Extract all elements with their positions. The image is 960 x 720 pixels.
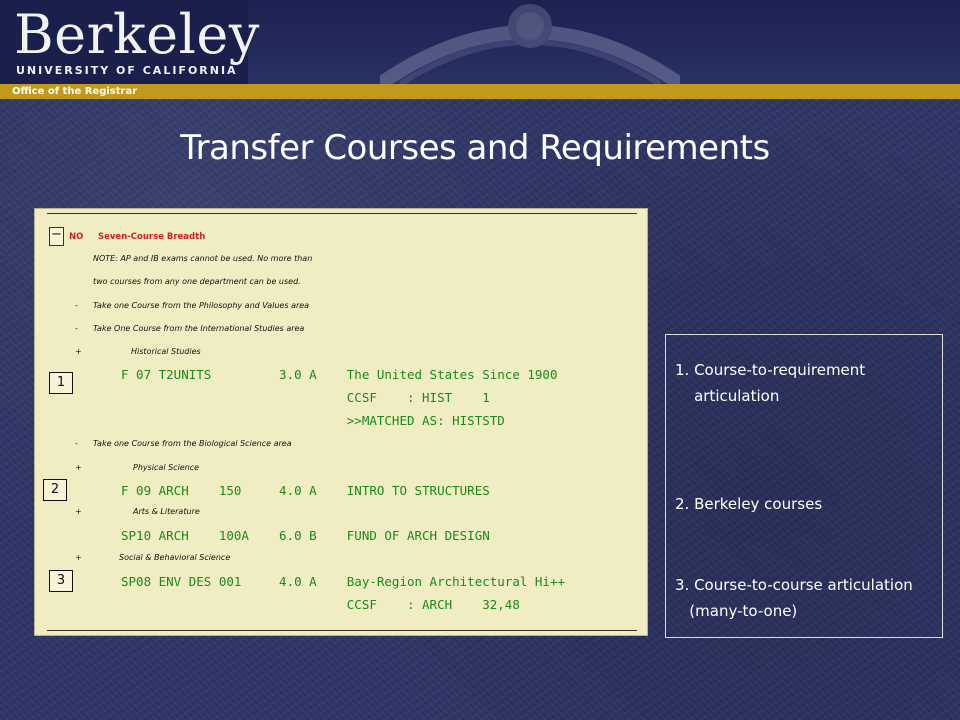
note-line-1: NOTE: AP and IB exams cannot be used. No more than — [93, 254, 313, 263]
row-marker: + — [75, 347, 82, 356]
course-row: CCSF : ARCH 32,48 — [121, 597, 520, 612]
subreq-arts: Arts & Literature — [133, 507, 200, 516]
legend-item-3-cont: (many-to-one) — [675, 602, 798, 620]
course-row: F 09 ARCH 150 4.0 A INTRO TO STRUCTURES — [121, 483, 490, 498]
sather-gate-arch-image — [380, 0, 680, 84]
marker-2-box: 2 — [43, 479, 67, 501]
legend-item-2: 2. Berkeley courses — [675, 495, 823, 513]
row-marker: + — [75, 463, 82, 472]
office-bar — [0, 84, 960, 99]
row-marker: - — [75, 301, 78, 310]
bottom-rule — [47, 630, 637, 631]
subreq-philosophy: Take one Course from the Philosophy and Values area — [93, 301, 310, 310]
course-row: F 07 T2UNITS 3.0 A The United States Since 1900 — [121, 367, 558, 382]
course-row: SP10 ARCH 100A 6.0 B FUND OF ARCH DESIGN — [121, 528, 490, 543]
requirement-title: Seven-Course Breadth — [98, 232, 206, 242]
legend-item-3: 3. Course-to-course articulation — [675, 576, 913, 594]
office-label: Office of the Registrar — [12, 86, 138, 97]
marker-1-box: 1 — [49, 372, 73, 394]
logo-wordmark: Berkeley — [14, 3, 260, 66]
legend-box — [665, 334, 943, 638]
subreq-international: Take One Course from the International Studies area — [93, 324, 305, 333]
berkeley-logo — [0, 0, 260, 84]
subreq-historical: Historical Studies — [131, 347, 201, 356]
marker-3-box: 3 — [49, 570, 73, 592]
subreq-social: Social & Behavioral Science — [119, 553, 231, 562]
row-marker: - — [75, 324, 78, 333]
collapse-toggle-button[interactable]: − — [49, 227, 64, 246]
page-title: Transfer Courses and Requirements — [180, 128, 770, 168]
legend-item-1-cont: articulation — [675, 387, 780, 405]
subreq-physical: Physical Science — [133, 463, 200, 472]
row-marker: + — [75, 553, 82, 562]
row-marker: + — [75, 507, 82, 516]
row-marker: - — [75, 439, 78, 448]
logo-subtitle: UNIVERSITY OF CALIFORNIA — [16, 64, 238, 77]
course-row: >>MATCHED AS: HISTSTD — [121, 413, 505, 428]
note-line-2: two courses from any one department can be used. — [93, 277, 301, 286]
legend-item-1: 1. Course-to-requirement — [675, 361, 866, 379]
top-rule — [47, 213, 637, 214]
course-row: SP08 ENV DES 001 4.0 A Bay-Region Architectural Hi++ — [121, 574, 566, 589]
degree-audit-panel — [34, 208, 648, 636]
requirement-status: NO — [69, 232, 84, 242]
course-row: CCSF : HIST 1 — [121, 390, 490, 405]
subreq-biological: Take one Course from the Biological Science area — [93, 439, 292, 448]
